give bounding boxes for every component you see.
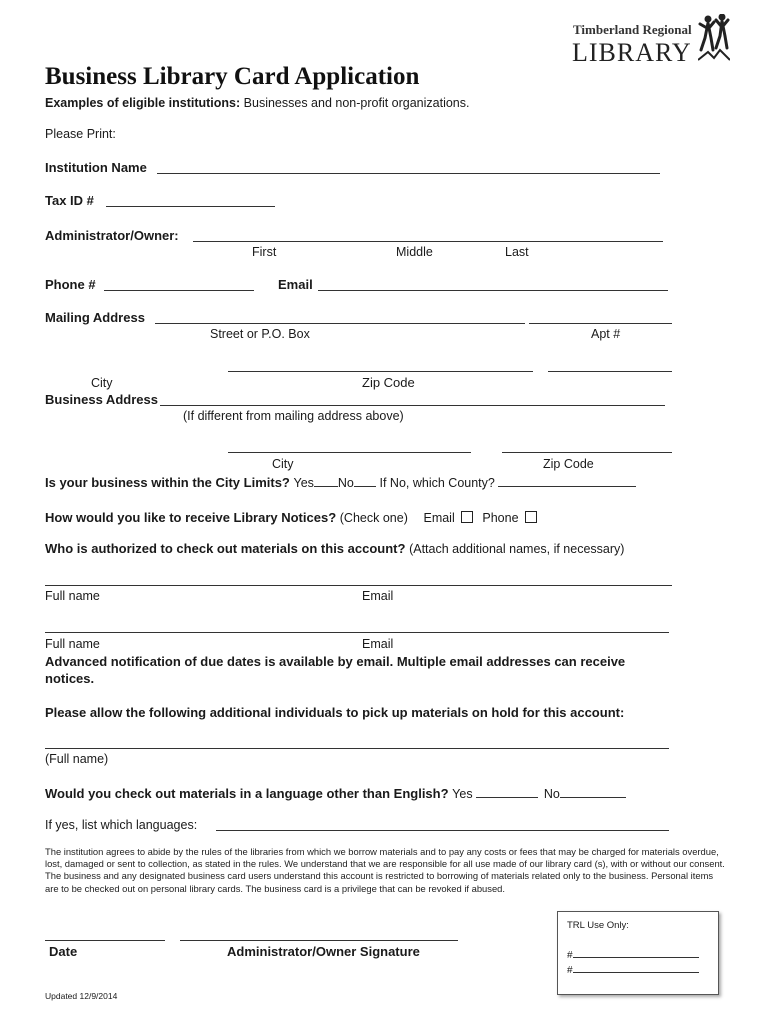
apt-caption: Apt # (591, 327, 621, 341)
email-field[interactable] (318, 290, 668, 291)
trl-title: TRL Use Only: (567, 920, 629, 931)
city-limits-no-field[interactable] (354, 474, 376, 487)
advanced-line1: Advanced notification of due dates is available by email. Multiple email addresses can receive (45, 654, 626, 669)
mailing-street-field[interactable] (155, 323, 525, 324)
city-limits-row (45, 474, 636, 490)
holds-name-caption: (Full name) (45, 752, 109, 766)
eligible-label: Examples of eligible institutions: (45, 96, 241, 110)
tax-id-field[interactable] (106, 206, 275, 207)
notices-email-checkbox[interactable] (461, 511, 473, 523)
tax-id-label: Tax ID # (45, 193, 94, 208)
library-logo (570, 14, 730, 70)
admin-owner-field[interactable] (193, 241, 663, 242)
business-zip-caption: Zip Code (543, 457, 594, 471)
signature-field[interactable] (180, 940, 458, 941)
authorized-note: (Attach additional names, if necessary) (409, 542, 625, 556)
mailing-city-field[interactable] (228, 371, 533, 372)
first-caption: First (252, 245, 277, 259)
business-city-field[interactable] (228, 452, 471, 453)
language-row (45, 785, 626, 801)
languages-list-field[interactable] (216, 830, 669, 831)
date-field[interactable] (45, 940, 165, 941)
signature-label: Administrator/Owner Signature (227, 944, 420, 959)
county-field[interactable] (498, 474, 636, 487)
language-no-field[interactable] (560, 785, 626, 798)
notices-row (45, 510, 537, 525)
city-limits-yes: Yes (293, 476, 314, 490)
last-caption: Last (505, 245, 529, 259)
trl-line2-field[interactable] (573, 963, 699, 973)
business-address-label: Business Address (45, 392, 158, 407)
authorized-1-field[interactable] (45, 585, 672, 586)
authorized-1-name-caption: Full name (45, 589, 100, 603)
languages-list-label: If yes, list which languages: (45, 818, 198, 832)
trl-line1 (567, 948, 699, 961)
notices-check-note: (Check one) (339, 511, 408, 525)
trl-line2 (567, 963, 699, 976)
date-label: Date (49, 944, 78, 959)
mailing-zip-field[interactable] (548, 371, 672, 372)
mailing-apt-field[interactable] (529, 323, 672, 324)
trl-line1-hash: # (567, 950, 573, 961)
city-limits-no: No (337, 476, 354, 490)
disclaimer-text: The institution agrees to abide by the rules of the libraries from which we borrow materials and to pay any costs or fees that may be charged for materials overdue, lost, damaged or sent to collection, as stated in the rules. We understand that we are responsible for all use made of our library card (s), with or without our consent. The business and any designated business card users understand this account is restricted to borrowing of materials related only to the business. Personal items are to be checked out on personal library cards. The business card is a privilege that can be revoked if abused. (45, 846, 725, 894)
trl-line2-hash: # (567, 965, 573, 976)
authorized-2-field[interactable] (45, 632, 669, 633)
mailing-address-label: Mailing Address (45, 310, 145, 325)
street-caption: Street or P.O. Box (210, 327, 310, 341)
authorized-2-name-caption: Full name (45, 637, 100, 651)
language-question: Would you check out materials in a language other than English? (45, 786, 449, 801)
eligible-text: Businesses and non-profit organizations. (243, 96, 470, 110)
business-address-field[interactable] (160, 405, 665, 406)
notices-phone-label: Phone (482, 511, 519, 525)
city-limits-yes-field[interactable] (314, 474, 338, 487)
notices-email-label: Email (423, 511, 455, 525)
eligible-line (45, 96, 470, 110)
business-note: (If different from mailing address above) (183, 409, 404, 423)
authorized-1-email-caption: Email (362, 589, 394, 603)
institution-name-label: Institution Name (45, 160, 147, 175)
email-label: Email (278, 277, 313, 292)
authorized-question: Who is authorized to check out materials on this account? (45, 541, 406, 556)
business-zip-field[interactable] (502, 452, 672, 453)
language-no: No (543, 787, 560, 801)
logo-line2: LIBRARY (572, 38, 692, 67)
city-limits-question: Is your business within the City Limits? (45, 475, 290, 490)
notices-question: How would you like to receive Library Notices? (45, 510, 337, 525)
mailing-zip-caption: Zip Code (362, 375, 415, 390)
please-print: Please Print: (45, 127, 116, 141)
holds-field[interactable] (45, 748, 669, 749)
authorized-row (45, 541, 624, 556)
middle-caption: Middle (396, 245, 433, 259)
language-yes-field[interactable] (476, 785, 538, 798)
phone-field[interactable] (104, 290, 254, 291)
institution-name-field[interactable] (157, 173, 660, 174)
business-city-caption: City (272, 457, 294, 471)
phone-label: Phone # (45, 277, 96, 292)
advanced-line2: notices. (45, 671, 95, 686)
trl-line1-field[interactable] (573, 948, 699, 958)
county-label: If No, which County? (379, 476, 495, 490)
holds-question: Please allow the following additional individuals to pick up materials on hold for this account: (45, 705, 625, 720)
language-yes: Yes (452, 787, 473, 801)
admin-owner-label: Administrator/Owner: (45, 228, 179, 243)
authorized-2-email-caption: Email (362, 637, 394, 651)
logo-line1: Timberland Regional (573, 22, 692, 37)
people-figures-icon (698, 14, 730, 66)
trl-use-only-box (557, 911, 719, 995)
updated-date: Updated 12/9/2014 (45, 991, 118, 1001)
page-title: Business Library Card Application (45, 63, 420, 90)
notices-phone-checkbox[interactable] (525, 511, 537, 523)
mailing-city-caption: City (91, 376, 113, 390)
